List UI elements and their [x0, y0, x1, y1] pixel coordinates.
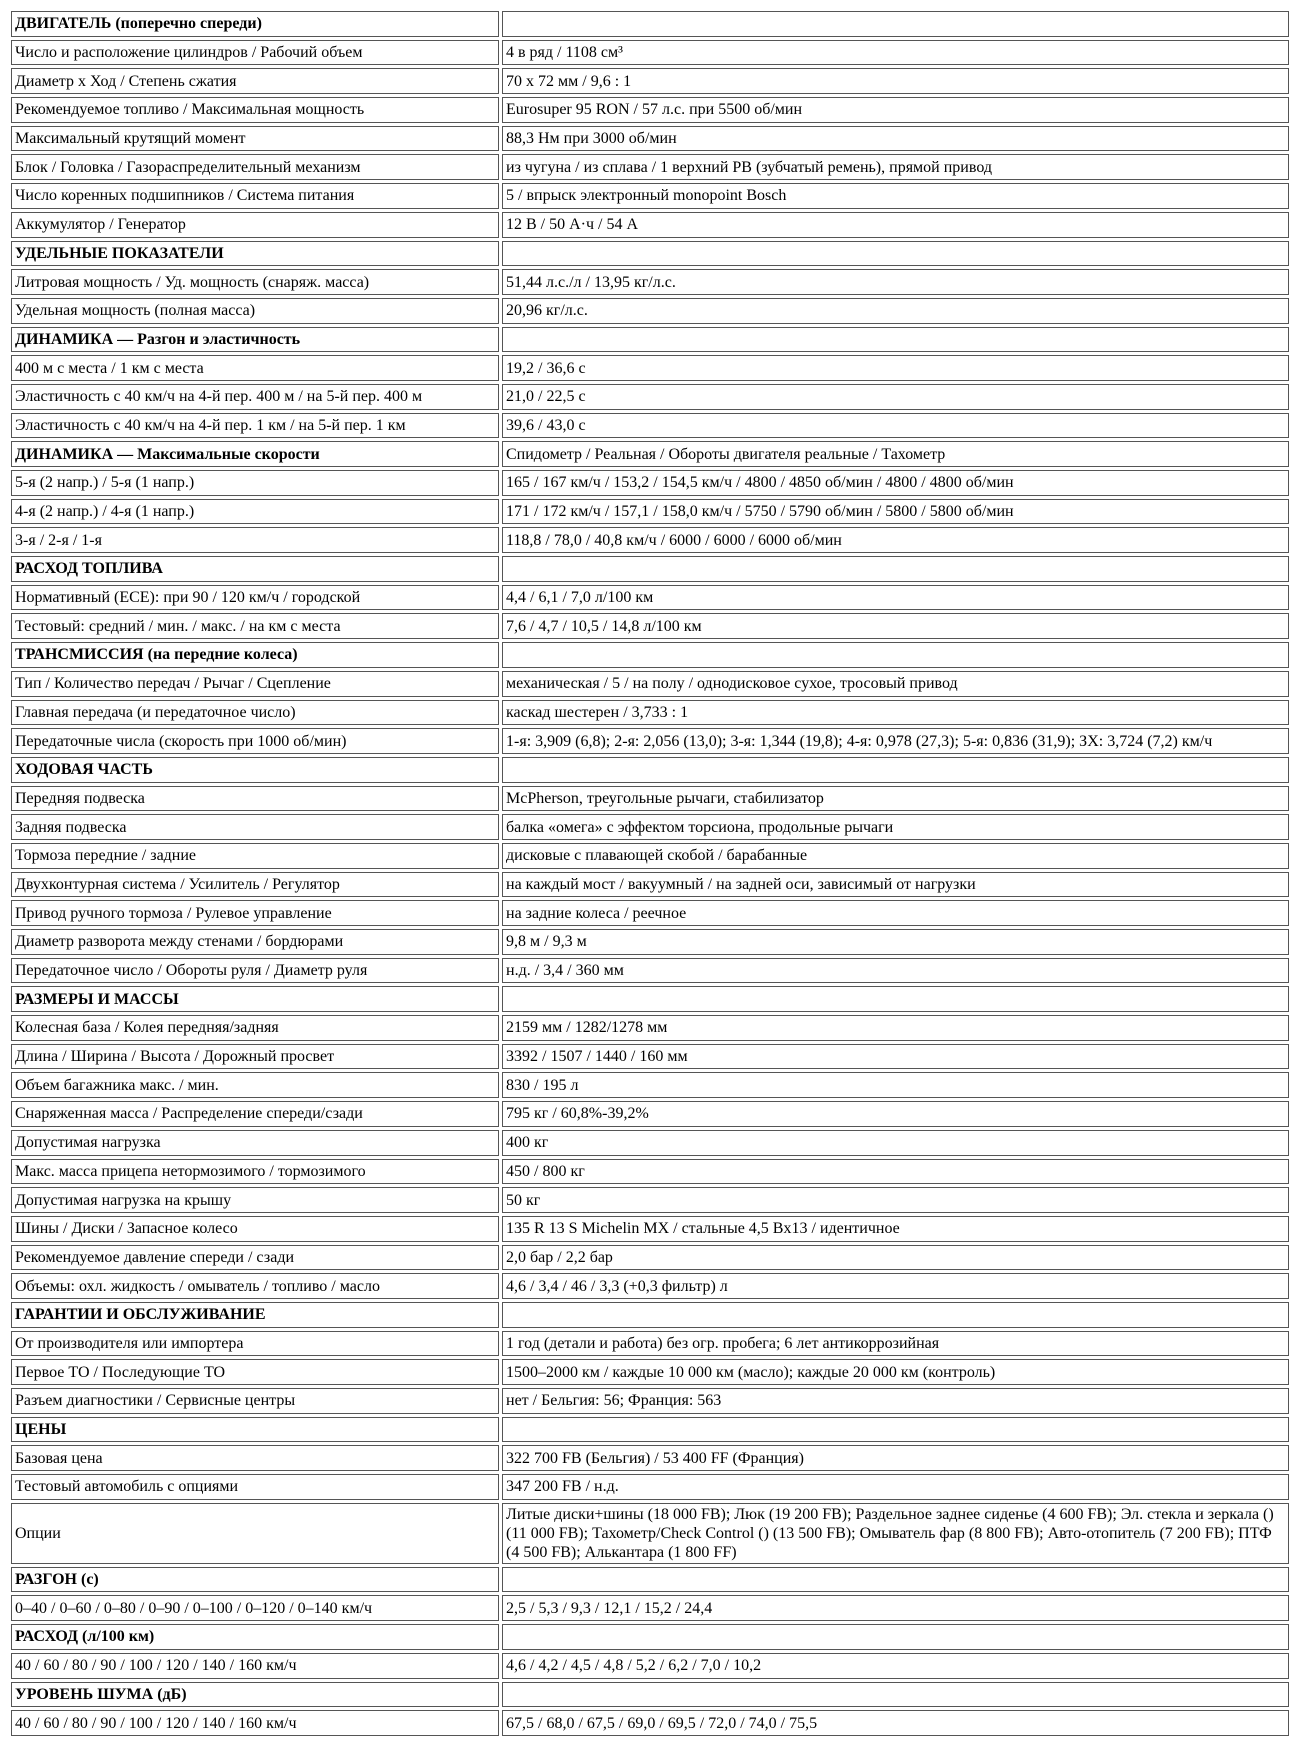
spec-label: Макс. масса прицепа нетормозимого / тормозимого: [11, 1159, 499, 1185]
spec-row: [11, 384, 1289, 410]
section-value: [502, 1682, 1289, 1708]
spec-row: [11, 1245, 1289, 1271]
spec-label: Объемы: охл. жидкость / омыватель / топливо / масло: [11, 1273, 499, 1299]
spec-row: [11, 1216, 1289, 1242]
spec-label: Диаметр х Ход / Степень сжатия: [11, 68, 499, 94]
spec-value: 830 / 195 л: [502, 1072, 1289, 1098]
spec-value: 171 / 172 км/ч / 157,1 / 158,0 км/ч / 5750 / 5790 об/мин / 5800 / 5800 об/мин: [502, 499, 1289, 525]
spec-label: 4-я (2 напр.) / 4-я (1 напр.): [11, 499, 499, 525]
spec-value: 2,5 / 5,3 / 9,3 / 12,1 / 15,2 / 24,4: [502, 1595, 1289, 1621]
spec-row: [11, 786, 1289, 812]
spec-value: 39,6 / 43,0 с: [502, 413, 1289, 439]
section-header-row: [11, 986, 1289, 1012]
spec-value: 1-я: 3,909 (6,8); 2-я: 2,056 (13,0); 3-я: 1,344 (19,8); 4-я: 0,978 (27,3); 5-я: 0,836 (31,9); ЗХ: 3,724 (7,2) км/ч: [502, 728, 1289, 754]
spec-label: Передняя подвеска: [11, 786, 499, 812]
spec-label: Тормоза передние / задние: [11, 843, 499, 869]
spec-row: [11, 68, 1289, 94]
spec-label: Разъем диагностики / Сервисные центры: [11, 1388, 499, 1414]
spec-label: Снаряженная масса / Распределение спереди/сзади: [11, 1101, 499, 1127]
section-value: [502, 11, 1289, 37]
spec-row: [11, 212, 1289, 238]
spec-label: Передаточное число / Обороты руля / Диаметр руля: [11, 958, 499, 984]
spec-value: 2159 мм / 1282/1278 мм: [502, 1015, 1289, 1041]
spec-row: [11, 671, 1289, 697]
spec-value: 50 кг: [502, 1187, 1289, 1213]
spec-row: [11, 1101, 1289, 1127]
section-header-row: [11, 642, 1289, 668]
spec-label: Литровая мощность / Уд. мощность (снаряж. масса): [11, 269, 499, 295]
section-title: РАСХОД (л/100 км): [11, 1624, 499, 1650]
spec-row: [11, 40, 1289, 66]
spec-value: Eurosuper 95 RON / 57 л.с. при 5500 об/мин: [502, 97, 1289, 123]
section-value: [502, 642, 1289, 668]
spec-label: Максимальный крутящий момент: [11, 126, 499, 152]
section-title: УДЕЛЬНЫЕ ПОКАЗАТЕЛИ: [11, 241, 499, 267]
spec-row: [11, 585, 1289, 611]
spec-row: [11, 613, 1289, 639]
spec-table-body: [11, 11, 1289, 1736]
spec-row: [11, 1331, 1289, 1357]
section-value: [502, 556, 1289, 582]
spec-label: Допустимая нагрузка на крышу: [11, 1187, 499, 1213]
spec-row: [11, 958, 1289, 984]
spec-label: Тестовый: средний / мин. / макс. / на км с места: [11, 613, 499, 639]
spec-value: 4,4 / 6,1 / 7,0 л/100 км: [502, 585, 1289, 611]
spec-label: Тестовый автомобиль с опциями: [11, 1474, 499, 1500]
spec-label: Привод ручного тормоза / Рулевое управление: [11, 900, 499, 926]
spec-value: 70 х 72 мм / 9,6 : 1: [502, 68, 1289, 94]
spec-row: [11, 1474, 1289, 1500]
spec-row: [11, 1710, 1289, 1736]
spec-label: Тип / Количество передач / Рычаг / Сцепление: [11, 671, 499, 697]
section-title: УРОВЕНЬ ШУМА (дБ): [11, 1682, 499, 1708]
section-header-row: [11, 327, 1289, 353]
spec-row: [11, 413, 1289, 439]
spec-label: Эластичность с 40 км/ч на 4-й пер. 1 км / на 5-й пер. 1 км: [11, 413, 499, 439]
spec-label: 0–40 / 0–60 / 0–80 / 0–90 / 0–100 / 0–120 / 0–140 км/ч: [11, 1595, 499, 1621]
section-header-row: [11, 11, 1289, 37]
spec-label: Рекомендуемое топливо / Максимальная мощность: [11, 97, 499, 123]
spec-row: [11, 1072, 1289, 1098]
section-value: [502, 1302, 1289, 1328]
spec-label: Двухконтурная система / Усилитель / Регулятор: [11, 872, 499, 898]
spec-label: Шины / Диски / Запасное колесо: [11, 1216, 499, 1242]
spec-value: Литые диски+шины (18 000 FB); Люк (19 200 FB); Раздельное заднее сиденье (4 600 FB); Эл. стекла и зеркала () (11 000 FB); Тахометр/Check Control () (13 500 FB); Омыватель фар (8 800 FB); Авто-отопитель (7 200 FB); ПТФ (4 500 FB); Алькантара (1 800 FF): [502, 1503, 1289, 1564]
spec-label: Нормативный (ЕСЕ): при 90 / 120 км/ч / городской: [11, 585, 499, 611]
spec-value: 4 в ряд / 1108 см³: [502, 40, 1289, 66]
spec-row: [11, 1445, 1289, 1471]
spec-value: 19,2 / 36,6 с: [502, 355, 1289, 381]
spec-row: [11, 728, 1289, 754]
spec-label: Рекомендуемое давление спереди / сзади: [11, 1245, 499, 1271]
spec-label: Объем багажника макс. / мин.: [11, 1072, 499, 1098]
spec-label: Базовая цена: [11, 1445, 499, 1471]
section-header-row: [11, 1417, 1289, 1443]
spec-row: [11, 97, 1289, 123]
spec-value: из чугуна / из сплава / 1 верхний РВ (зубчатый ремень), прямой привод: [502, 154, 1289, 180]
spec-value: дисковые с плавающей скобой / барабанные: [502, 843, 1289, 869]
spec-row: [11, 499, 1289, 525]
spec-label: 400 м с места / 1 км с места: [11, 355, 499, 381]
spec-row: [11, 126, 1289, 152]
spec-value: нет / Бельгия: 56; Франция: 563: [502, 1388, 1289, 1414]
spec-value: 7,6 / 4,7 / 10,5 / 14,8 л/100 км: [502, 613, 1289, 639]
spec-row: [11, 1359, 1289, 1385]
section-value: [502, 1417, 1289, 1443]
spec-value: 795 кг / 60,8%-39,2%: [502, 1101, 1289, 1127]
spec-label: Аккумулятор / Генератор: [11, 212, 499, 238]
section-value: [502, 986, 1289, 1012]
spec-value: на каждый мост / вакуумный / на задней оси, зависимый от нагрузки: [502, 872, 1289, 898]
spec-row: [11, 1273, 1289, 1299]
spec-label: 3-я / 2-я / 1-я: [11, 527, 499, 553]
spec-value: 400 кг: [502, 1130, 1289, 1156]
section-value: [502, 327, 1289, 353]
section-value: Спидометр / Реальная / Обороты двигателя реальные / Тахометр: [502, 441, 1289, 467]
section-title: РАЗГОН (с): [11, 1567, 499, 1593]
section-value: [502, 757, 1289, 783]
spec-table-container: [8, 8, 1289, 1739]
spec-row: [11, 1159, 1289, 1185]
spec-label: Число и расположение цилиндров / Рабочий объем: [11, 40, 499, 66]
section-header-row: [11, 556, 1289, 582]
spec-row: [11, 1187, 1289, 1213]
spec-label: Первое ТО / Последующие ТО: [11, 1359, 499, 1385]
section-value: [502, 1567, 1289, 1593]
spec-value: механическая / 5 / на полу / однодисковое сухое, тросовый привод: [502, 671, 1289, 697]
spec-value: 21,0 / 22,5 с: [502, 384, 1289, 410]
section-value: [502, 1624, 1289, 1650]
spec-row: [11, 1503, 1289, 1564]
spec-row: [11, 470, 1289, 496]
spec-value: 1 год (детали и работа) без огр. пробега; 6 лет антикоррозийная: [502, 1331, 1289, 1357]
spec-value: 4,6 / 4,2 / 4,5 / 4,8 / 5,2 / 6,2 / 7,0 / 10,2: [502, 1653, 1289, 1679]
spec-label: От производителя или импортера: [11, 1331, 499, 1357]
spec-value: McPherson, треугольные рычаги, стабилизатор: [502, 786, 1289, 812]
spec-label: Блок / Головка / Газораспределительный механизм: [11, 154, 499, 180]
spec-label: 5-я (2 напр.) / 5-я (1 напр.): [11, 470, 499, 496]
section-header-row: [11, 241, 1289, 267]
spec-value: 88,3 Нм при 3000 об/мин: [502, 126, 1289, 152]
spec-value: 5 / впрыск электронный monopoint Bosch: [502, 183, 1289, 209]
spec-row: [11, 700, 1289, 726]
spec-value: 135 R 13 S Michelin MX / стальные 4,5 Bx13 / идентичное: [502, 1216, 1289, 1242]
spec-value: 165 / 167 км/ч / 153,2 / 154,5 км/ч / 4800 / 4850 об/мин / 4800 / 4800 об/мин: [502, 470, 1289, 496]
section-title: ХОДОВАЯ ЧАСТЬ: [11, 757, 499, 783]
section-header-row: [11, 441, 1289, 467]
section-title: ГАРАНТИИ И ОБСЛУЖИВАНИЕ: [11, 1302, 499, 1328]
spec-row: [11, 900, 1289, 926]
spec-row: [11, 1388, 1289, 1414]
spec-label: Число коренных подшипников / Система питания: [11, 183, 499, 209]
spec-row: [11, 1015, 1289, 1041]
spec-row: [11, 1130, 1289, 1156]
section-title: ДВИГАТЕЛЬ (поперечно спереди): [11, 11, 499, 37]
spec-row: [11, 298, 1289, 324]
spec-value: 1500–2000 км / каждые 10 000 км (масло); каждые 20 000 км (контроль): [502, 1359, 1289, 1385]
section-header-row: [11, 1567, 1289, 1593]
section-header-row: [11, 1682, 1289, 1708]
spec-row: [11, 1044, 1289, 1070]
section-title: ЦЕНЫ: [11, 1417, 499, 1443]
section-header-row: [11, 1624, 1289, 1650]
section-header-row: [11, 757, 1289, 783]
spec-row: [11, 269, 1289, 295]
spec-value: 20,96 кг/л.с.: [502, 298, 1289, 324]
spec-label: Длина / Ширина / Высота / Дорожный просвет: [11, 1044, 499, 1070]
spec-value: 51,44 л.с./л / 13,95 кг/л.с.: [502, 269, 1289, 295]
spec-value: 3392 / 1507 / 1440 / 160 мм: [502, 1044, 1289, 1070]
spec-value: 2,0 бар / 2,2 бар: [502, 1245, 1289, 1271]
spec-row: [11, 872, 1289, 898]
section-title: РАЗМЕРЫ И МАССЫ: [11, 986, 499, 1012]
spec-row: [11, 814, 1289, 840]
spec-value: 118,8 / 78,0 / 40,8 км/ч / 6000 / 6000 / 6000 об/мин: [502, 527, 1289, 553]
section-title: РАСХОД ТОПЛИВА: [11, 556, 499, 582]
spec-row: [11, 1595, 1289, 1621]
spec-row: [11, 154, 1289, 180]
spec-value: 9,8 м / 9,3 м: [502, 929, 1289, 955]
spec-value: каскад шестерен / 3,733 : 1: [502, 700, 1289, 726]
spec-label: Эластичность с 40 км/ч на 4-й пер. 400 м / на 5-й пер. 400 м: [11, 384, 499, 410]
spec-label: Опции: [11, 1503, 499, 1564]
spec-label: Передаточные числа (скорость при 1000 об/мин): [11, 728, 499, 754]
spec-label: Удельная мощность (полная масса): [11, 298, 499, 324]
spec-table: [8, 8, 1292, 1739]
spec-value: 12 В / 50 А·ч / 54 А: [502, 212, 1289, 238]
spec-label: Колесная база / Колея передняя/задняя: [11, 1015, 499, 1041]
spec-label: 40 / 60 / 80 / 90 / 100 / 120 / 140 / 160 км/ч: [11, 1653, 499, 1679]
section-header-row: [11, 1302, 1289, 1328]
spec-row: [11, 355, 1289, 381]
section-title: ТРАНСМИССИЯ (на передние колеса): [11, 642, 499, 668]
section-title: ДИНАМИКА — Максимальные скорости: [11, 441, 499, 467]
section-title: ДИНАМИКА — Разгон и эластичность: [11, 327, 499, 353]
spec-label: Допустимая нагрузка: [11, 1130, 499, 1156]
spec-row: [11, 527, 1289, 553]
spec-value: балка «омега» с эффектом торсиона, продольные рычаги: [502, 814, 1289, 840]
spec-row: [11, 929, 1289, 955]
spec-value: 67,5 / 68,0 / 67,5 / 69,0 / 69,5 / 72,0 / 74,0 / 75,5: [502, 1710, 1289, 1736]
spec-row: [11, 1653, 1289, 1679]
spec-label: Диаметр разворота между стенами / бордюрами: [11, 929, 499, 955]
section-value: [502, 241, 1289, 267]
spec-value: 4,6 / 3,4 / 46 / 3,3 (+0,3 фильтр) л: [502, 1273, 1289, 1299]
spec-value: 322 700 FB (Бельгия) / 53 400 FF (Франция): [502, 1445, 1289, 1471]
spec-row: [11, 183, 1289, 209]
spec-value: на задние колеса / реечное: [502, 900, 1289, 926]
spec-label: 40 / 60 / 80 / 90 / 100 / 120 / 140 / 160 км/ч: [11, 1710, 499, 1736]
spec-value: 450 / 800 кг: [502, 1159, 1289, 1185]
spec-label: Главная передача (и передаточное число): [11, 700, 499, 726]
spec-value: 347 200 FB / н.д.: [502, 1474, 1289, 1500]
spec-label: Задняя подвеска: [11, 814, 499, 840]
spec-row: [11, 843, 1289, 869]
spec-value: н.д. / 3,4 / 360 мм: [502, 958, 1289, 984]
